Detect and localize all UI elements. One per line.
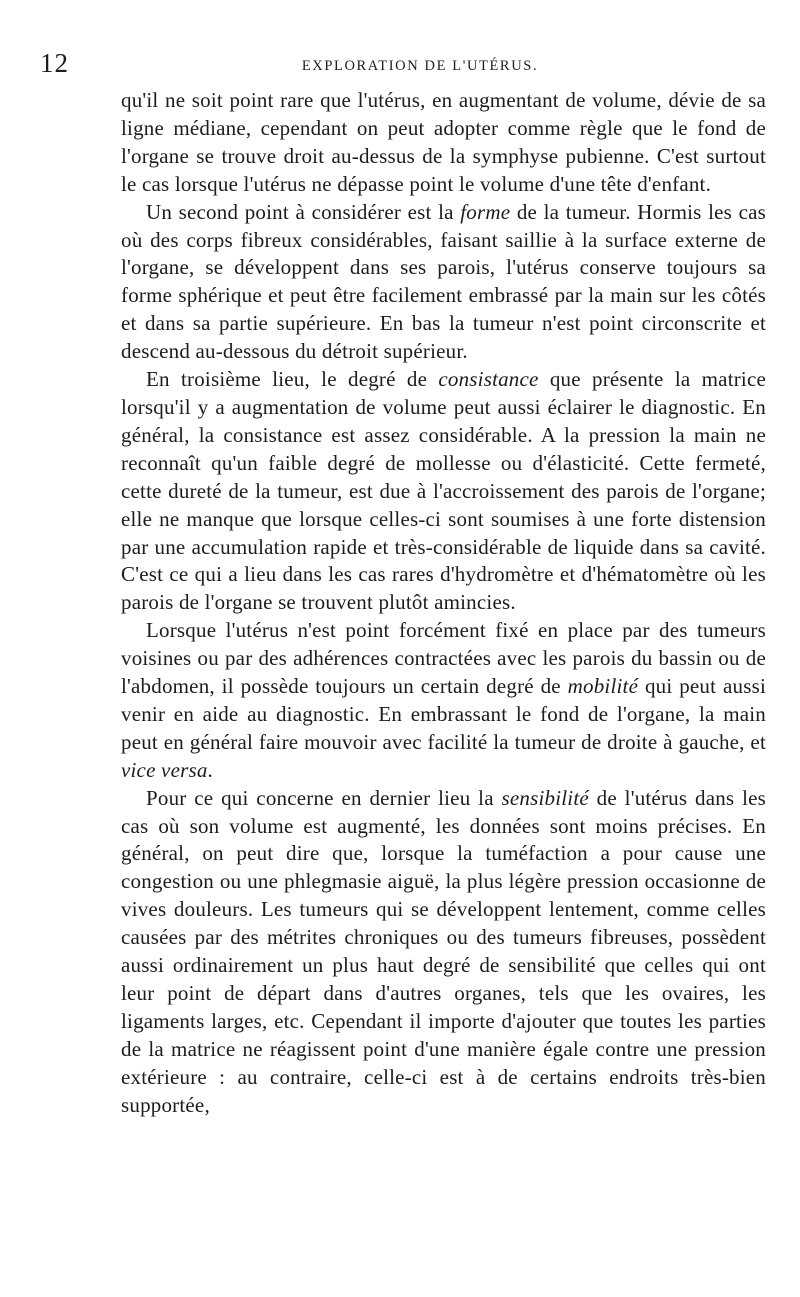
paragraph-4 bbox=[121, 617, 766, 784]
paragraph-4-text-start: Lorsque l'utérus n'est point forcément fixé en place par des tumeurs voisines ou par des adhérences contractées avec les parois du bassin ou de l'abdomen, il possède toujours un certain degré de bbox=[121, 618, 766, 699]
paragraph-3-text-start: En troisième lieu, le degré de bbox=[146, 367, 439, 392]
paragraph-4-text-middle: qui peut aussi venir en aide au diagnostic. En embrassant le fond de l'organe, la main peut en général faire mouvoir avec facilité la tumeur de droite à gauche, et bbox=[121, 674, 766, 754]
body-text bbox=[121, 87, 766, 1120]
paragraph-3 bbox=[121, 366, 766, 617]
paragraph-2-emphasis: forme bbox=[460, 199, 511, 224]
paragraph-4-emphasis-2: vice versa bbox=[121, 757, 208, 782]
paragraph-3-text-end: que présente la matrice lorsqu'il y a augmentation de volume peut aussi éclairer le diagnostic. En général, la consistance est assez considérable. A la pression la main ne reconnaît qu'un faible degré de mollesse ou d'élasticité. Cette fermeté, cette dureté de la tumeur, est due à l'accroissement des parois de l'organe; elle ne manque que lorsque celles-ci sont soumises à une forte distension par une accumulation rapide et très-considérable de liquide dans sa cavité. C'est ce qui a lieu dans les cas rares d'hydromètre et d'hématomètre où les parois de l'organe se trouvent plutôt amincies. bbox=[121, 367, 766, 615]
paragraph-5-text-end: de l'utérus dans les cas où son volume est augmenté, les données sont moins précises. En général, on peut dire que, lorsque la tuméfaction a pour cause une congestion ou une phlegmasie aiguë, la plus légère pression occasionne de vives douleurs. Les tumeurs qui se développent lentement, comme celles causées par des métrites chroniques ou des tumeurs fibreuses, possèdent aussi ordinairement un plus haut degré de sensibilité que celles qui ont leur point de départ dans d'autres organes, tels que les ovaires, les ligaments larges, etc. Cependant il importe d'ajouter que toutes les parties de la matrice ne réagissent point d'une manière égale contre une pression extérieure : au contraire, celle-ci est à de certains endroits très-bien supportée, bbox=[121, 785, 767, 1117]
paragraph-4-text-end: . bbox=[207, 757, 213, 782]
paragraph-5-text-start: Pour ce qui concerne en dernier lieu la bbox=[146, 785, 502, 810]
paragraph-2 bbox=[121, 199, 766, 366]
paragraph-2-text-end: de la tumeur. Hormis les cas où des corps fibreux considérables, faisant saillie à la surface externe de l'organe, se développent dans ses parois, l'utérus conserve toujours sa forme sphérique et peut être facilement embrassé par la main sur les côtés et dans sa partie supérieure. En bas la tumeur n'est point circonscrite et descend au-dessous du détroit supérieur. bbox=[121, 199, 766, 364]
paragraph-3-emphasis: consistance bbox=[438, 367, 539, 392]
paragraph-5-emphasis: sensibilité bbox=[501, 785, 589, 810]
page-number: 12 bbox=[40, 48, 69, 78]
page-header bbox=[40, 48, 760, 80]
paragraph-4-emphasis: mobilité bbox=[567, 674, 639, 699]
paragraph-1: qu'il ne soit point rare que l'utérus, en augmentant de volume, dévie de sa ligne médiane, cependant on peut adopter comme règle que le fond de l'organe se trouve droit au-dessus de la symphyse pubienne. C'est surtout le cas lorsque l'utérus ne dépasse point le volume d'une tête d'enfant. bbox=[121, 88, 766, 196]
running-title: EXPLORATION DE L'UTÉRUS. bbox=[301, 58, 539, 74]
paragraph-2-text-start: Un second point à considérer est la bbox=[146, 199, 461, 224]
paragraph-5 bbox=[121, 785, 766, 1120]
